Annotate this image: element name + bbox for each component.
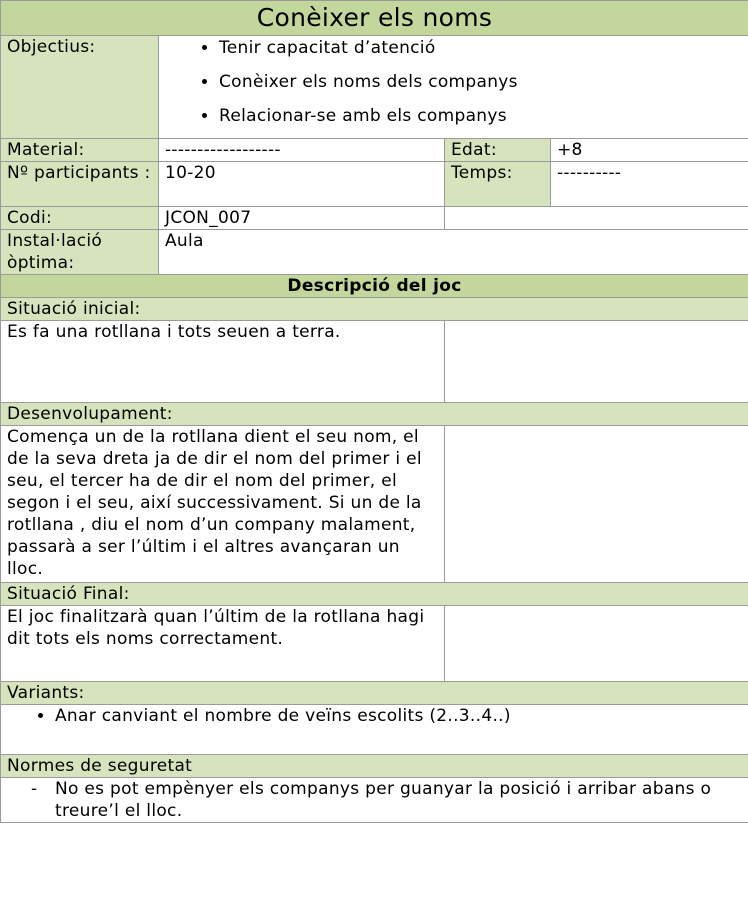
objective-item: • Relacionar-se amb els companys: [219, 104, 742, 138]
situacio-final-text: El joc finalitzarà quan l’últim de la rotllana hagi dit tots els noms correctament.: [1, 606, 445, 682]
material-label: Material:: [1, 139, 159, 162]
variants-row: [1, 705, 748, 755]
desenvolupament-row: [1, 426, 748, 583]
empty-cell: [445, 321, 748, 403]
temps-label: Temps:: [445, 162, 551, 207]
situacio-final-label: Situació Final:: [1, 583, 748, 606]
situacio-inicial-text: Es fa una rotllana i tots seuen a terra.: [1, 321, 445, 403]
page-title: Conèixer els noms: [1, 1, 748, 36]
edat-value: +8: [551, 139, 748, 162]
normes-cell: [1, 778, 748, 823]
objective-item: • Conèixer els noms dels companys: [219, 70, 742, 104]
participants-label: Nº participants :: [1, 162, 159, 207]
title-row: [1, 1, 748, 36]
codi-row: [1, 207, 748, 230]
normes-list: [7, 778, 742, 822]
participants-value: 10-20: [159, 162, 445, 207]
objectives-list: [165, 36, 742, 138]
situacio-inicial-label-row: [1, 298, 748, 321]
situacio-final-label-row: [1, 583, 748, 606]
empty-cell: [445, 606, 748, 682]
description-header: Descripció del joc: [1, 275, 748, 298]
codi-value: JCON_007: [159, 207, 445, 230]
material-value: ------------------: [159, 139, 445, 162]
normes-row: [1, 778, 748, 823]
empty-cell: [445, 426, 748, 583]
situacio-inicial-row: [1, 321, 748, 403]
normes-label-row: [1, 755, 748, 778]
variants-label: Variants:: [1, 682, 748, 705]
variants-label-row: [1, 682, 748, 705]
edat-label: Edat:: [445, 139, 551, 162]
installacio-value: Aula: [159, 230, 748, 275]
description-header-row: [1, 275, 748, 298]
situacio-inicial-label: Situació inicial:: [1, 298, 748, 321]
installacio-label: Instal·lació òptima:: [1, 230, 159, 275]
desenvolupament-label-row: [1, 403, 748, 426]
participants-row: [1, 162, 748, 207]
installacio-row: [1, 230, 748, 275]
norma-item: - No es pot empènyer els companys per guanyar la posició i arribar abans o treure’l el lloc.: [55, 778, 742, 822]
desenvolupament-label: Desenvolupament:: [1, 403, 748, 426]
empty-cell: [445, 207, 748, 230]
objective-item: • Tenir capacitat d’atenció: [219, 36, 742, 70]
situacio-final-row: [1, 606, 748, 682]
objectives-row: [1, 36, 748, 139]
objectives-cell: [159, 36, 748, 139]
codi-label: Codi:: [1, 207, 159, 230]
variants-cell: [1, 705, 748, 755]
normes-label: Normes de seguretat: [1, 755, 748, 778]
desenvolupament-text: Comença un de la rotllana dient el seu nom, el de la seva dreta ja de dir el nom del primer i el seu, el tercer ha de dir el nom del primer, el segon i el seu, així successivament. Si un de la rotllana , diu el nom d’un company malament, passarà a ser l’últim i el altres avançaran un lloc.: [1, 426, 445, 583]
variants-list: [7, 705, 742, 727]
variant-item: • Anar canviant el nombre de veïns escolits (2..3..4..): [55, 705, 742, 727]
objectives-label: Objectius:: [1, 36, 159, 139]
material-row: [1, 139, 748, 162]
temps-value: ----------: [551, 162, 748, 207]
